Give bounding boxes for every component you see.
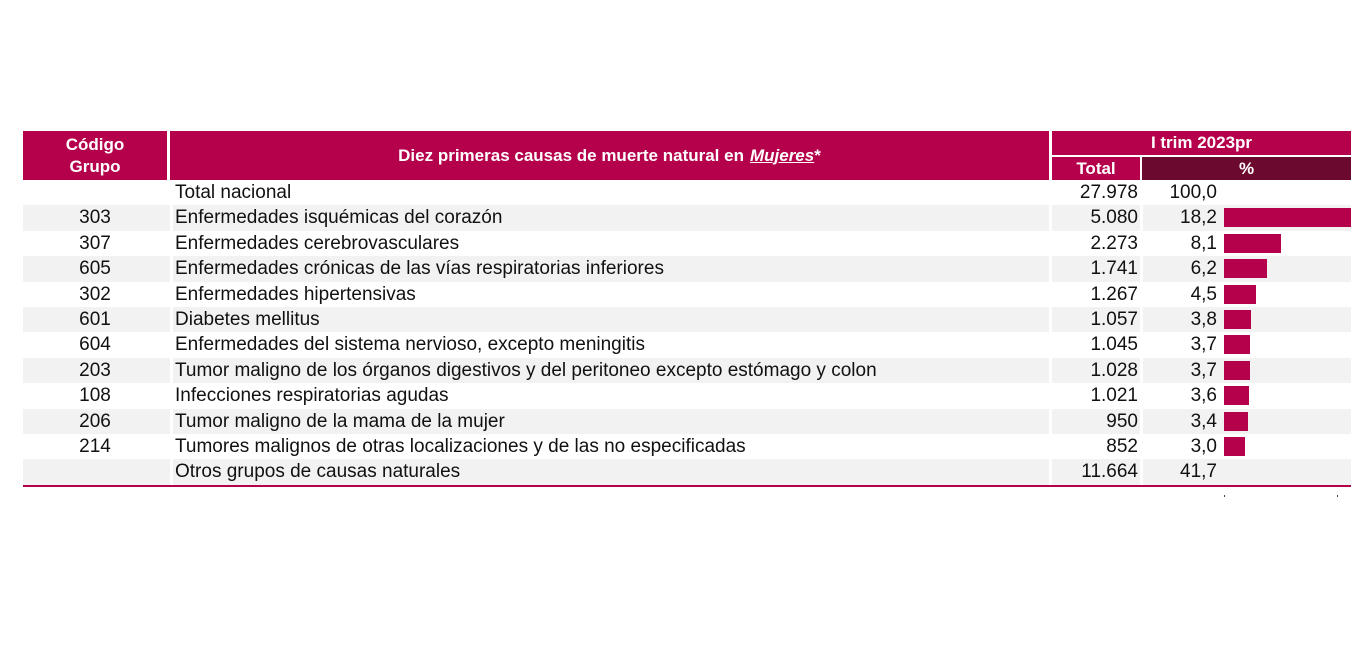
row-cause-name: Diabetes mellitus [175, 308, 320, 330]
column-separator [1140, 383, 1143, 408]
column-separator [170, 180, 173, 205]
table-row [23, 282, 1351, 307]
column-separator [1140, 256, 1143, 281]
row-cause-name: Enfermedades cerebrovasculares [175, 232, 460, 254]
column-separator [170, 434, 173, 459]
column-separator [1049, 180, 1052, 205]
row-cause-name: Tumores malignos de otras localizaciones y de las no especificadas [175, 435, 746, 457]
column-separator [1049, 307, 1052, 332]
row-code: 302 [79, 283, 111, 305]
table-row [23, 205, 1351, 230]
row-cause-name: Otros grupos de causas naturales [175, 461, 461, 483]
column-separator [1049, 256, 1052, 281]
row-cause-name: Enfermedades del sistema nervioso, excepto meningitis [175, 334, 645, 356]
column-header-code [23, 131, 167, 180]
column-separator [170, 256, 173, 281]
percent-bar [1224, 361, 1250, 380]
row-percent: 4,5 [1190, 283, 1217, 305]
column-separator [1140, 409, 1143, 434]
column-separator [1049, 332, 1052, 357]
column-separator [170, 409, 173, 434]
table-row [23, 180, 1351, 205]
row-total: 27.978 [1079, 182, 1138, 203]
row-percent: 3,4 [1190, 410, 1217, 432]
table-row [23, 256, 1351, 281]
row-cause-name: Infecciones respiratorias agudas [175, 385, 449, 407]
row-code [23, 180, 167, 205]
row-code: 303 [79, 207, 111, 229]
table-row [23, 383, 1351, 408]
row-percent: 3,6 [1190, 385, 1217, 407]
percent-bar [1224, 412, 1248, 431]
row-total: 1.741 [1090, 258, 1138, 280]
row-cause-name: Tumor maligno de los órganos digestivos y del peritoneo excepto estómago y colon [175, 359, 877, 381]
percent-bar [1224, 285, 1256, 304]
code-header-line2: Grupo [69, 156, 121, 176]
column-separator [1049, 434, 1052, 459]
table-row [23, 332, 1351, 357]
table-row [23, 358, 1351, 383]
row-code: 307 [79, 232, 111, 254]
column-separator [170, 383, 173, 408]
row-total: 950 [1106, 410, 1138, 432]
row-code: 604 [79, 334, 111, 356]
column-separator [1140, 205, 1143, 230]
row-total: 1.045 [1090, 334, 1138, 356]
column-separator [170, 282, 173, 307]
row-percent: 100,0 [1169, 182, 1217, 203]
row-percent: 8,1 [1190, 232, 1217, 254]
row-percent: 18,2 [1180, 207, 1217, 229]
row-cause-name: Enfermedades hipertensivas [175, 283, 416, 305]
row-percent: 6,2 [1190, 258, 1217, 280]
column-separator [1140, 231, 1143, 256]
table-row [23, 231, 1351, 256]
axis-tick-mark [1337, 495, 1338, 497]
column-separator [1049, 383, 1052, 408]
column-separator [1049, 231, 1052, 256]
column-separator [1140, 332, 1143, 357]
row-percent: 3,7 [1190, 334, 1217, 356]
row-total: 5.080 [1090, 207, 1138, 229]
row-code: 108 [79, 385, 111, 407]
row-percent: 41,7 [1180, 461, 1217, 483]
row-cause-name: Enfermedades crónicas de las vías respiratorias inferiores [175, 258, 664, 280]
table-row [23, 307, 1351, 332]
column-separator [1049, 282, 1052, 307]
percent-bar [1224, 208, 1351, 227]
column-separator [1140, 282, 1143, 307]
period-header: I trim 2023pr [1052, 131, 1351, 155]
table-title [170, 131, 1049, 180]
column-separator [1140, 180, 1143, 205]
code-header-line1: Código [65, 134, 125, 154]
row-percent: 3,8 [1190, 308, 1217, 330]
percent-bar [1224, 437, 1245, 456]
row-code: 203 [79, 359, 111, 381]
column-separator [1049, 205, 1052, 230]
table-row [23, 434, 1351, 459]
row-cause-name: Tumor maligno de la mama de la mujer [175, 410, 505, 432]
column-separator [170, 332, 173, 357]
row-total: 1.021 [1090, 385, 1138, 407]
percent-bar [1224, 234, 1281, 253]
percent-bar [1224, 386, 1249, 405]
column-separator [170, 307, 173, 332]
table-row [23, 459, 1351, 484]
row-total: 2.273 [1090, 232, 1138, 254]
column-header-total: Total [1052, 157, 1140, 180]
row-total: 1.057 [1090, 308, 1138, 330]
column-separator [170, 205, 173, 230]
column-separator [170, 459, 173, 484]
row-code: 601 [79, 308, 111, 330]
row-code: 206 [79, 410, 111, 432]
row-percent: 3,0 [1190, 435, 1217, 457]
column-separator [1140, 459, 1143, 484]
title-prefix: Diez primeras causas de muerte natural en [398, 145, 744, 165]
percent-bar [1224, 310, 1251, 329]
row-percent: 3,7 [1190, 359, 1217, 381]
column-separator [1049, 459, 1052, 484]
row-code [23, 459, 167, 484]
column-separator [1140, 434, 1143, 459]
percent-bar [1224, 335, 1250, 354]
row-cause-name: Enfermedades isquémicas del corazón [175, 207, 503, 229]
percent-bar [1224, 259, 1267, 278]
axis-tick-mark [1224, 495, 1225, 497]
table-bottom-rule [23, 485, 1351, 487]
data-table-body [23, 180, 1351, 485]
row-total: 11.664 [1081, 461, 1138, 483]
row-total: 1.028 [1090, 359, 1138, 381]
title-suffix: * [814, 145, 821, 165]
row-total: 1.267 [1090, 283, 1138, 305]
row-code: 214 [79, 435, 111, 457]
table-row [23, 409, 1351, 434]
column-header-percent: % [1142, 157, 1351, 180]
column-separator [1049, 409, 1052, 434]
row-cause-name: Total nacional [175, 182, 292, 203]
column-separator [170, 231, 173, 256]
column-separator [1140, 307, 1143, 332]
row-code: 605 [79, 258, 111, 280]
row-total: 852 [1106, 435, 1138, 457]
column-separator [1049, 358, 1052, 383]
column-separator [1140, 358, 1143, 383]
column-separator [170, 358, 173, 383]
title-emphasis: Mujeres [749, 145, 815, 165]
